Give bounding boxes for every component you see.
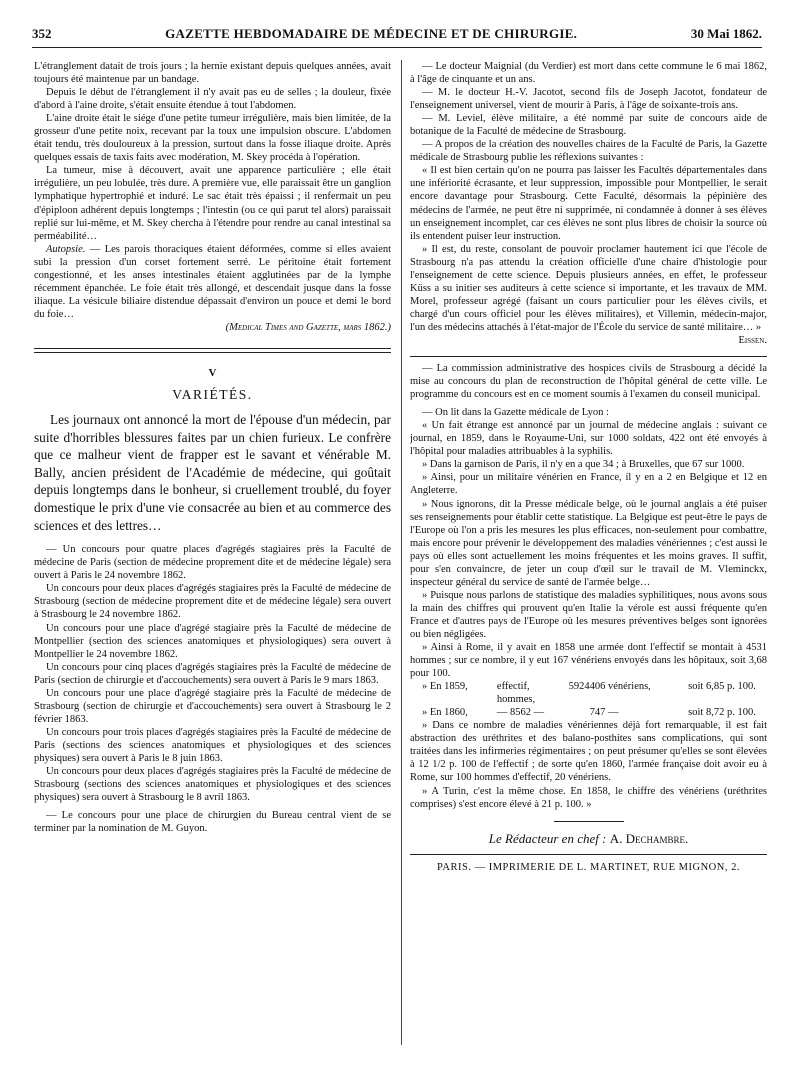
news-item: — Le docteur Maignial (du Verdier) est mort dans cette commune le 6 mai 1862, à l'âge de cinquante et un ans. bbox=[410, 61, 767, 86]
page-header bbox=[32, 26, 762, 44]
section-number: V bbox=[208, 366, 217, 379]
right-column bbox=[410, 60, 767, 1061]
stat-effectif: — 8562 — bbox=[496, 707, 545, 719]
lyon-intro: — On lit dans la Gazette médicale de Lyon : bbox=[422, 407, 609, 419]
concours-notice: Un concours pour une place d'agrégé stagiaire près la Faculté de médecine de Strasbourg (section de chirurgie et d'accouchements) sera ouvert à Strasbourg le 2 février 1863. bbox=[34, 687, 391, 725]
stat-effectif: effectif, 5924 hommes, bbox=[496, 681, 590, 706]
lyon-quote: » Ainsi à Rome, il y avait en 1858 une armée dont l'effectif se montait à 4531 hommes ; sur ce nombre, il y eut 167 vénériens envoyés dans les hôpitaux, soit 3,68 pour 100. bbox=[410, 642, 767, 680]
column-divider bbox=[401, 60, 402, 1045]
lyon-quote: » Ainsi, pour un militaire vénérien en France, il y en a 2 en Belgique et 12 en Angleterre. bbox=[410, 472, 767, 497]
lyon-closing: » A Turin, c'est la même chose. En 1858, le chiffre des vénériens (uréthrites comprises) s'est encore élevé à 21 p. 100. » bbox=[410, 785, 767, 810]
strasbourg-intro: — A propos de la création des nouvelles chaires de la Faculté de Paris, la Gazette médicale de Strasbourg publie les réflexions suivantes : bbox=[410, 139, 767, 164]
section-separator bbox=[34, 348, 391, 353]
quote-author: Eissen. bbox=[738, 334, 767, 346]
news-item: — M. Leviel, élève militaire, a été nommé par suite de concours aide de botanique de la Faculté de médecine de Strasbourg. bbox=[410, 113, 767, 138]
lyon-closing: » Dans ce nombre de maladies vénériennes déjà fort remarquable, il est fait abstraction des uréthrites et des balano-posthites sans complications, qui sont traitées dans les infirmeries régimentaires ; on peut présumer qu'elles se sont élevées à 12 1/2 p. 100 de l'effectif ; de sorte qu'en 1860, l'armée française doit avoir eu à Rome, sur 100 hommes d'effectif, 20 vénériens. bbox=[410, 720, 767, 784]
stat-year: » En 1859, bbox=[422, 681, 468, 693]
left-column bbox=[34, 60, 391, 1061]
concours-notice: Un concours pour deux places d'agrégés stagiaires près la Faculté de médecine de Strasbourg (section de médecine proprement dite et de médecine légale) sera ouvert à Strasbourg le 24 novembre 1862. bbox=[34, 583, 391, 621]
concours-notice: Un concours pour trois places d'agrégés stagiaires près la Faculté de médecine de Paris (sections des sciences anatomiques et physiologiques et des sciences physiques) sera ouvert à Paris le 8 juin 1863. bbox=[34, 726, 391, 764]
editor-signature bbox=[410, 832, 767, 845]
concours-notice: Un concours pour deux places d'agrégés stagiaires près la Faculté de médecine de Strasbourg (sections des sciences anatomiques et physiologiques et des sciences physiques) sera ouvert à Strasbourg le 8 avril 1863. bbox=[34, 766, 391, 804]
journal-title: GAZETTE HEBDOMADAIRE DE MÉDECINE ET DE CHIRURGIE. bbox=[165, 26, 578, 41]
source-citation: (Medical Times and Gazette, mars 1862.) bbox=[225, 321, 391, 333]
case-paragraph: La tumeur, mise à découvert, avait une apparence particulière ; elle était irrégulière, un peu lobulée, très dure. A première vue, elle paraissait être un ganglion lymphatique hypertrophié et induré. Le sac était très épaissi ; il renfermait un peu d'épiploon adhérent depuis longtemps ; l'intestin (ou ce qui parut tel alors) paraissait replié sur lui-même, et M. Skey chercha à l'étendre pour rendre au canal intestinal sa perméabilité… bbox=[34, 165, 391, 242]
concours-notice: Un concours pour cinq places d'agrégés stagiaires près la Faculté de médecine de Paris (section de chirurgie et d'accouchements) sera ouvert à Paris le 9 mars 1863. bbox=[34, 661, 391, 686]
hospices-notice: — La commission administrative des hospices civils de Strasbourg a décidé la mise au concours du plan de reconstruction de l'hôpital général de cette ville. Le programme du concours est en ce moment soumis à l'examen du conseil municipal. bbox=[410, 363, 767, 401]
autopsy-text: — Les parois thoraciques étaient déformées, comme si elles avaient subi la pression d'un corset fortement serré. Le péritoine était fortement congestionné, et les anses intestinales étaient agglutinées par de la lymphe récemment épanchée. Le foie était très allongé, et descendait jusque dans la fosse iliaque. La vésicule biliaire distendue dépassait d'environ un pouce et demi le bord du foie… bbox=[34, 243, 391, 320]
editor-name: A. Dechambre. bbox=[609, 830, 689, 846]
case-paragraph: Depuis le début de l'étranglement il n'y avait pas eu de selles ; la douleur, fixée d'abord à l'aine droite, s'était ensuite étendue à tout l'abdomen. bbox=[34, 87, 391, 112]
stat-ratio: soit 8,72 p. 100. bbox=[688, 707, 756, 719]
strasbourg-quote: » Il est, du reste, consolant de pouvoir proclamer hautement ici que l'école de Strasbourg n'a pas attendu la création officielle d'une chaire d'histologie pour l'enseignement de cette science. Depuis plusieurs années, en effet, le professeur Küss a su initier ses auditeurs à cette science si importante, et les travaux de MM. Morel, professeur agrégé (faisant un cours particulier pour les élèves civils, et chargé d'un cours officiel pour les élèves militaires), et Villemin, médecin-major, l'un des médecins attachés à l'état-major de l'École du service de santé militaire… » bbox=[410, 243, 767, 333]
stat-year: » En 1860, bbox=[422, 707, 468, 719]
header-rule bbox=[32, 47, 762, 48]
closing-rule bbox=[554, 821, 624, 822]
stat-veneriens: 406 vénériens, bbox=[589, 681, 651, 693]
case-paragraph: L'étranglement datait de trois jours ; la hernie existant depuis quelques années, avait toujours été maintenue par un bandage. bbox=[34, 61, 391, 86]
strasbourg-quote: « Il est bien certain qu'on ne pourra pas laisser les Facultés départementales dans une infériorité écrasante, et leur suppression, impossible pour Montpellier, le serait encore davantage pour Strasbourg. Cette Faculté, désormais la pépinière des médecins de l'armée, ne peut être ni supprimée, ni condamnée à donner à ses élèves un enseignement incomplet, car ces élèves ne sont plus libres de choisir la source où ils entendent puiser leur instruction. bbox=[410, 165, 767, 242]
item-separator bbox=[410, 356, 767, 357]
concours-notice: — Un concours pour quatre places d'agrégés stagiaires près la Faculté de médecine de Paris (section de médecine proprement dite et de médecine légale) sera ouvert à Paris le 24 novembre 1862. bbox=[34, 544, 391, 582]
stat-ratio: soit 6,85 p. 100. bbox=[688, 681, 756, 693]
stat-veneriens: 747 — bbox=[589, 707, 619, 719]
feature-paragraph: Les journaux ont annoncé la mort de l'épouse d'un médecin, par suite d'horribles blessures faites par un chien furieux. Le confrère que ce malheur vient de frapper est le savant et vénérable M. Bally, ancien président de l'Académie de médecine, qui goûtait depuis longtemps dans le bonheur, si cruellement troublé, du foyer domestique le prix d'une vie consacrée au bien et au commerce des sciences et des lettres… bbox=[34, 412, 391, 533]
lyon-quote: » Nous ignorons, dit la Presse médicale belge, où le journal anglais a été puiser ses renseignements pour établir cette statistique. La Belgique est peut-être le pays de l'Europe où l'on a pris les mesures les plus efficaces, non-seulement pour combattre, mais encore pour prévenir le développement des maladies vénériennes ; c'est aussi le pays où elles sont actuellement les moins fréquentes et les moins graves. Il suffit, pour s'en convaincre, de jeter un coup d'œil sur le travail de M. Vleminckx, inspecteur général du service de santé de l'armée belge… bbox=[410, 498, 767, 588]
lyon-quote: « Un fait étrange est annoncé par un journal de médecine anglais : suivant ce journal, en 1859, dans le Royaume-Uni, sur 1000 soldats, 422 ont été envoyés à l'hôpital pour maladies attribuables à la syphilis. bbox=[410, 420, 767, 458]
stat-row-1860 bbox=[410, 706, 767, 719]
concours-notice: — Le concours pour une place de chirurgien du Bureau central vient de se terminer par la nomination de M. Guyon. bbox=[34, 810, 391, 835]
news-item: — M. le docteur H.-V. Jacotot, second fils de Joseph Jacotot, fondateur de l'enseignement universel, vient de mourir à Paris, à l'âge de soixante-trois ans. bbox=[410, 87, 767, 112]
case-paragraph: L'aine droite était le siége d'une petite tumeur irrégulière, mais bien limitée, de la grosseur d'une petite noix, recevant par la toux une impulsion obscure. L'abdomen était tendu, très douloureux à la pression, surtout dans la fosse iliaque droite. Après quelques essais de taxis faits avec modération, M. Skey procéda à l'opération. bbox=[34, 113, 391, 164]
issue-date: 30 Mai 1862. bbox=[690, 26, 762, 41]
lyon-quote: » Dans la garnison de Paris, il n'y en a que 34 ; à Bruxelles, que 67 sur 1000. bbox=[422, 459, 745, 471]
printer-imprint: PARIS. — IMPRIMERIE DE L. MARTINET, RUE MIGNON, 2. bbox=[437, 861, 740, 873]
autopsy-paragraph bbox=[34, 243, 391, 321]
concours-notice: Un concours pour une place d'agrégé stagiaire près la Faculté de médecine de Montpellier (section des sciences anatomiques et physiologiques) sera ouvert à Montpellier le 24 novembre 1862. bbox=[34, 622, 391, 660]
lyon-quote: » Puisque nous parlons de statistique des maladies syphilitiques, nous avons sous la main des chiffres qui prouvent qu'en Italie la vérole est aussi fréquente qu'en France et d'autres pays de l'Europe où les mesures préventives belges sont ignorées ou bien négligées. bbox=[410, 589, 767, 640]
section-title: VARIÉTÉS. bbox=[172, 387, 253, 403]
page-number: 352 bbox=[32, 26, 52, 41]
autopsy-label: Autopsie. bbox=[46, 243, 86, 255]
editor-label: Le Rédacteur en chef : bbox=[488, 830, 607, 846]
stat-row-1859 bbox=[410, 680, 767, 706]
